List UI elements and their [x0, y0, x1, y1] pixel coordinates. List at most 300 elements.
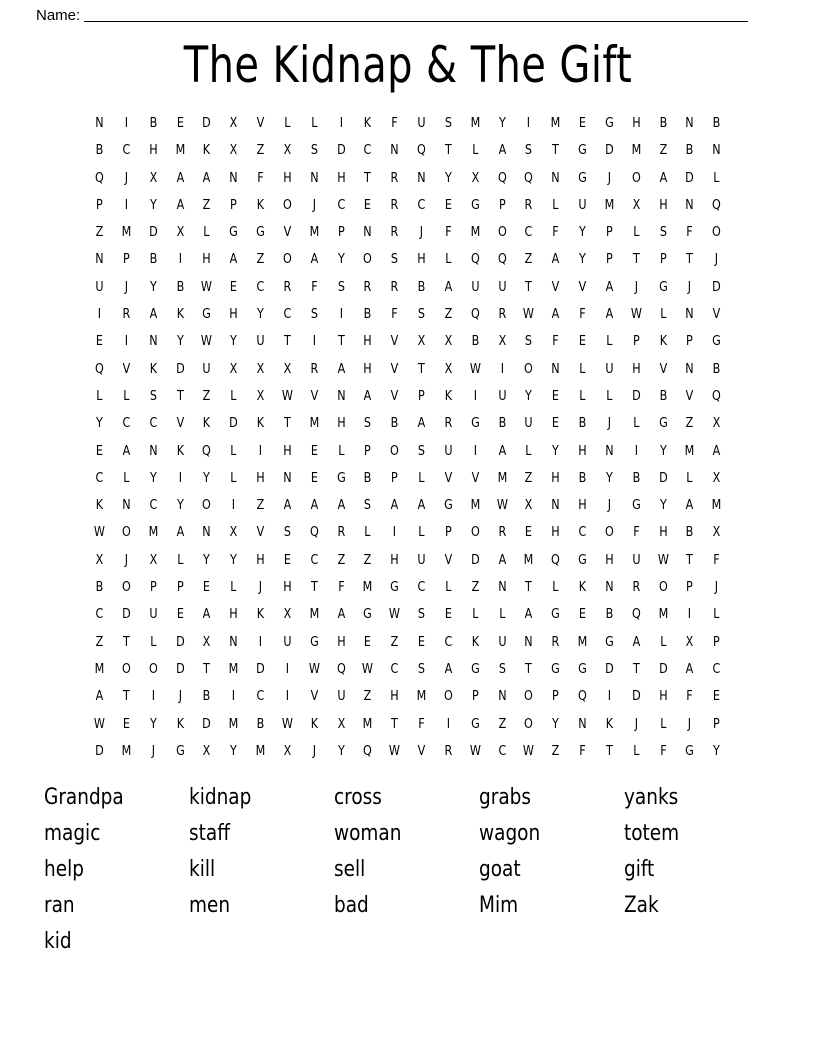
grid-cell[interactable]: X [283, 361, 292, 377]
grid-cell[interactable]: U [524, 416, 533, 432]
grid-cell[interactable]: J [607, 498, 611, 514]
grid-cell[interactable]: M [631, 143, 641, 159]
grid-cell[interactable]: V [444, 552, 453, 568]
grid-cell[interactable]: V [417, 743, 426, 759]
grid-cell[interactable]: X [471, 170, 479, 186]
grid-cell[interactable]: Z [524, 252, 533, 268]
grid-cell[interactable]: Y [578, 225, 586, 241]
grid-cell[interactable]: N [283, 470, 292, 486]
grid-cell[interactable]: U [497, 634, 507, 650]
grid-cell[interactable]: U [631, 552, 641, 568]
grid-cell[interactable]: V [471, 470, 479, 486]
grid-cell[interactable]: B [659, 116, 667, 131]
grid-cell[interactable]: Q [524, 170, 534, 186]
grid-cell[interactable]: G [578, 170, 587, 186]
grid-cell[interactable]: B [149, 252, 157, 268]
word-bank-item[interactable]: Mim [479, 893, 519, 918]
grid-cell[interactable]: F [713, 552, 720, 568]
grid-cell[interactable]: U [417, 116, 426, 131]
grid-cell[interactable]: Q [336, 661, 346, 677]
grid-cell[interactable]: B [176, 279, 184, 295]
grid-cell[interactable]: T [283, 334, 291, 350]
grid-cell[interactable]: H [148, 143, 158, 159]
grid-cell[interactable]: H [336, 170, 346, 186]
grid-cell[interactable]: A [283, 498, 292, 514]
grid-cell[interactable]: G [658, 416, 668, 432]
grid-cell[interactable]: R [390, 225, 399, 241]
grid-cell[interactable]: Z [390, 634, 399, 650]
grid-cell[interactable]: V [390, 334, 399, 350]
grid-cell[interactable]: G [175, 743, 185, 759]
grid-cell[interactable]: D [175, 361, 185, 377]
grid-cell[interactable]: H [605, 552, 614, 568]
grid-cell[interactable]: H [578, 443, 587, 459]
grid-cell[interactable]: Q [470, 252, 480, 268]
grid-cell[interactable]: X [229, 361, 238, 377]
grid-cell[interactable]: J [634, 279, 638, 295]
grid-cell[interactable]: U [95, 279, 104, 295]
grid-cell[interactable]: P [686, 580, 694, 596]
grid-cell[interactable]: L [176, 552, 184, 568]
grid-cell[interactable]: S [659, 225, 667, 241]
grid-cell[interactable]: Y [149, 197, 157, 213]
grid-cell[interactable]: U [336, 689, 346, 705]
grid-cell[interactable]: X [176, 225, 184, 241]
grid-cell[interactable]: T [122, 634, 130, 650]
grid-cell[interactable]: M [309, 225, 319, 241]
grid-cell[interactable]: X [283, 143, 292, 159]
grid-cell[interactable]: M [309, 416, 319, 432]
grid-cell[interactable]: I [97, 307, 102, 323]
grid-cell[interactable]: S [310, 143, 318, 159]
grid-cell[interactable]: M [362, 716, 373, 732]
grid-cell[interactable]: K [256, 197, 265, 213]
grid-cell[interactable]: I [634, 443, 638, 459]
grid-cell[interactable]: T [632, 252, 640, 268]
grid-cell[interactable]: A [202, 170, 211, 186]
grid-cell[interactable]: D [685, 170, 695, 186]
grid-cell[interactable]: Y [337, 252, 345, 268]
grid-cell[interactable]: N [524, 634, 533, 650]
grid-cell[interactable]: L [606, 388, 613, 404]
grid-cell[interactable]: D [202, 716, 212, 732]
grid-cell[interactable]: A [551, 252, 560, 268]
grid-cell[interactable]: V [310, 388, 318, 404]
grid-cell[interactable]: B [417, 279, 426, 295]
grid-cell[interactable]: T [417, 361, 425, 377]
grid-cell[interactable]: G [470, 197, 480, 213]
grid-cell[interactable]: W [630, 307, 642, 323]
grid-cell[interactable]: V [256, 116, 265, 131]
grid-cell[interactable]: X [417, 334, 426, 350]
grid-cell[interactable]: F [686, 225, 693, 241]
grid-cell[interactable]: G [470, 416, 480, 432]
grid-cell[interactable]: U [256, 334, 265, 350]
grid-cell[interactable]: A [176, 197, 184, 213]
grid-cell[interactable]: H [202, 252, 211, 268]
grid-cell[interactable]: L [337, 443, 345, 459]
grid-cell[interactable]: L [230, 580, 237, 596]
grid-cell[interactable]: Y [337, 743, 345, 759]
grid-cell[interactable]: H [417, 252, 426, 268]
grid-cell[interactable]: G [202, 307, 212, 323]
grid-cell[interactable]: L [123, 470, 130, 486]
grid-cell[interactable]: G [229, 225, 238, 241]
grid-cell[interactable]: P [605, 252, 613, 268]
word-bank-item[interactable]: wagon [479, 821, 541, 846]
grid-cell[interactable]: P [230, 197, 237, 213]
grid-cell[interactable]: D [175, 661, 185, 677]
grid-cell[interactable]: P [713, 634, 720, 650]
grid-cell[interactable]: N [551, 361, 560, 377]
grid-cell[interactable]: J [151, 743, 155, 759]
grid-cell[interactable]: H [658, 197, 668, 213]
grid-cell[interactable]: G [256, 225, 265, 241]
grid-cell[interactable]: L [713, 607, 720, 623]
grid-cell[interactable]: C [95, 470, 104, 486]
grid-cell[interactable]: U [417, 552, 426, 568]
grid-cell[interactable]: M [416, 689, 427, 705]
grid-cell[interactable]: U [202, 361, 211, 377]
grid-cell[interactable]: V [390, 388, 399, 404]
grid-cell[interactable]: L [149, 634, 157, 650]
grid-cell[interactable]: K [364, 116, 372, 131]
grid-cell[interactable]: Y [552, 443, 559, 459]
grid-cell[interactable]: D [658, 470, 668, 486]
grid-cell[interactable]: J [124, 279, 128, 295]
grid-cell[interactable]: B [390, 416, 399, 432]
grid-cell[interactable]: E [176, 116, 184, 131]
grid-cell[interactable]: T [605, 743, 613, 759]
grid-cell[interactable]: T [525, 279, 533, 295]
grid-cell[interactable]: P [418, 388, 425, 404]
grid-cell[interactable]: K [95, 498, 104, 514]
grid-cell[interactable]: X [256, 388, 265, 404]
grid-cell[interactable]: E [310, 470, 318, 486]
grid-cell[interactable]: H [336, 634, 346, 650]
word-bank-item[interactable]: Zak [624, 893, 659, 918]
grid-cell[interactable]: H [551, 525, 560, 541]
grid-cell[interactable]: J [258, 580, 263, 596]
grid-cell[interactable]: A [605, 279, 614, 295]
grid-cell[interactable]: I [500, 361, 504, 377]
grid-cell[interactable]: C [122, 143, 131, 159]
grid-cell[interactable]: G [390, 580, 399, 596]
grid-cell[interactable]: L [713, 170, 720, 186]
grid-cell[interactable]: A [176, 170, 184, 186]
grid-cell[interactable]: X [283, 743, 292, 759]
grid-cell[interactable]: U [497, 279, 507, 295]
grid-cell[interactable]: R [551, 634, 560, 650]
grid-cell[interactable]: M [550, 116, 561, 131]
grid-cell[interactable]: Q [497, 252, 507, 268]
grid-cell[interactable]: W [469, 743, 481, 759]
grid-cell[interactable]: K [203, 143, 211, 159]
grid-cell[interactable]: M [121, 225, 132, 241]
grid-cell[interactable]: P [605, 225, 613, 241]
grid-cell[interactable]: H [283, 580, 292, 596]
grid-cell[interactable]: R [122, 307, 131, 323]
grid-cell[interactable]: L [659, 634, 667, 650]
grid-cell[interactable]: M [121, 743, 132, 759]
grid-cell[interactable]: C [498, 743, 506, 759]
grid-cell[interactable]: V [283, 225, 292, 241]
grid-cell[interactable]: J [688, 279, 692, 295]
grid-cell[interactable]: A [337, 361, 345, 377]
grid-cell[interactable]: I [339, 307, 343, 323]
grid-cell[interactable]: B [685, 525, 694, 541]
grid-cell[interactable]: X [444, 361, 453, 377]
grid-cell[interactable]: N [95, 252, 104, 268]
grid-cell[interactable]: Y [578, 252, 586, 268]
grid-cell[interactable]: J [124, 552, 128, 568]
grid-cell[interactable]: C [256, 689, 265, 705]
grid-cell[interactable]: Y [95, 416, 103, 432]
grid-cell[interactable]: O [470, 525, 480, 541]
grid-cell[interactable]: P [498, 197, 506, 213]
grid-cell[interactable]: Q [497, 170, 507, 186]
grid-cell[interactable]: V [390, 361, 399, 377]
grid-cell[interactable]: D [604, 661, 614, 677]
grid-cell[interactable]: O [712, 225, 721, 241]
grid-cell[interactable]: J [178, 689, 182, 705]
grid-cell[interactable]: A [685, 661, 694, 677]
grid-cell[interactable]: V [176, 416, 184, 432]
grid-cell[interactable]: J [714, 580, 719, 596]
grid-cell[interactable]: V [551, 279, 560, 295]
grid-cell[interactable]: L [659, 716, 667, 732]
grid-cell[interactable]: H [336, 416, 346, 432]
grid-cell[interactable]: S [417, 661, 425, 677]
grid-cell[interactable]: T [391, 716, 398, 732]
grid-cell[interactable]: D [95, 743, 104, 759]
grid-cell[interactable]: C [149, 416, 157, 432]
grid-cell[interactable]: M [362, 580, 373, 596]
grid-cell[interactable]: C [712, 661, 721, 677]
grid-cell[interactable]: L [579, 388, 586, 404]
grid-cell[interactable]: W [523, 743, 535, 759]
grid-cell[interactable]: C [283, 307, 292, 323]
grid-cell[interactable]: E [525, 525, 533, 541]
grid-cell[interactable]: G [551, 661, 560, 677]
grid-cell[interactable]: A [417, 416, 426, 432]
grid-cell[interactable]: N [336, 388, 346, 404]
grid-cell[interactable]: Q [551, 552, 560, 568]
grid-cell[interactable]: A [498, 443, 506, 459]
grid-cell[interactable]: Z [202, 388, 211, 404]
grid-cell[interactable]: S [498, 661, 506, 677]
word-bank-item[interactable]: magic [44, 821, 101, 846]
grid-cell[interactable]: X [202, 743, 211, 759]
grid-cell[interactable]: O [524, 361, 534, 377]
grid-cell[interactable]: J [124, 170, 128, 186]
grid-cell[interactable]: E [203, 580, 211, 596]
grid-cell[interactable]: R [444, 743, 453, 759]
grid-cell[interactable]: T [444, 143, 452, 159]
grid-cell[interactable]: E [283, 552, 291, 568]
grid-cell[interactable]: Z [363, 689, 372, 705]
grid-cell[interactable]: T [176, 388, 184, 404]
grid-cell[interactable]: Q [712, 388, 721, 404]
grid-cell[interactable]: L [284, 116, 291, 131]
grid-cell[interactable]: P [659, 252, 667, 268]
grid-cell[interactable]: X [283, 607, 292, 623]
grid-cell[interactable]: G [578, 143, 587, 159]
grid-cell[interactable]: J [634, 716, 638, 732]
grid-cell[interactable]: Y [525, 388, 533, 404]
grid-cell[interactable]: N [685, 116, 694, 131]
grid-cell[interactable]: N [363, 225, 372, 241]
grid-cell[interactable]: H [283, 170, 292, 186]
grid-cell[interactable]: G [712, 334, 721, 350]
name-input-line[interactable] [84, 21, 748, 22]
grid-cell[interactable]: E [578, 116, 586, 131]
grid-cell[interactable]: B [605, 607, 614, 623]
grid-cell[interactable]: L [310, 116, 318, 131]
grid-cell[interactable]: I [124, 197, 128, 213]
grid-cell[interactable]: R [444, 416, 453, 432]
grid-cell[interactable]: H [578, 498, 587, 514]
grid-cell[interactable]: M [470, 116, 480, 131]
grid-cell[interactable]: H [229, 607, 238, 623]
grid-cell[interactable]: G [578, 661, 587, 677]
grid-cell[interactable]: L [445, 252, 452, 268]
grid-cell[interactable]: V [659, 361, 667, 377]
grid-cell[interactable]: N [605, 580, 614, 596]
grid-cell[interactable]: M [175, 143, 185, 159]
grid-cell[interactable]: R [310, 361, 318, 377]
grid-cell[interactable]: D [712, 279, 721, 295]
grid-cell[interactable]: Z [685, 416, 694, 432]
grid-cell[interactable]: A [444, 661, 453, 677]
grid-cell[interactable]: O [390, 443, 399, 459]
grid-cell[interactable]: A [685, 498, 694, 514]
grid-cell[interactable]: M [94, 661, 105, 677]
grid-cell[interactable]: N [122, 498, 131, 514]
grid-cell[interactable]: J [607, 416, 611, 432]
grid-cell[interactable]: I [231, 498, 236, 514]
grid-cell[interactable]: L [418, 525, 425, 541]
grid-cell[interactable]: F [445, 225, 452, 241]
grid-cell[interactable]: L [445, 580, 452, 596]
grid-cell[interactable]: Y [444, 170, 452, 186]
grid-cell[interactable]: O [148, 661, 158, 677]
grid-cell[interactable]: U [283, 634, 292, 650]
grid-cell[interactable]: L [471, 143, 479, 159]
grid-cell[interactable]: M [497, 470, 507, 486]
grid-cell[interactable]: Y [203, 470, 211, 486]
grid-cell[interactable]: P [444, 525, 452, 541]
grid-cell[interactable]: L [123, 388, 130, 404]
grid-cell[interactable]: U [578, 197, 587, 213]
grid-cell[interactable]: N [309, 170, 319, 186]
grid-cell[interactable]: F [391, 307, 398, 323]
grid-cell[interactable]: E [364, 197, 372, 213]
grid-cell[interactable]: E [364, 634, 372, 650]
grid-cell[interactable]: R [390, 170, 399, 186]
grid-cell[interactable]: G [604, 634, 614, 650]
grid-cell[interactable]: A [551, 307, 560, 323]
grid-cell[interactable]: T [203, 661, 211, 677]
grid-cell[interactable]: F [310, 279, 318, 295]
grid-cell[interactable]: Z [524, 470, 533, 486]
grid-cell[interactable]: T [525, 661, 533, 677]
grid-cell[interactable]: A [659, 170, 667, 186]
grid-cell[interactable]: P [713, 716, 720, 732]
grid-cell[interactable]: C [417, 197, 426, 213]
grid-cell[interactable]: M [148, 525, 158, 541]
grid-cell[interactable]: K [203, 416, 211, 432]
grid-cell[interactable]: A [498, 143, 506, 159]
grid-cell[interactable]: E [95, 443, 103, 459]
grid-cell[interactable]: O [631, 170, 641, 186]
grid-cell[interactable]: L [364, 525, 371, 541]
grid-cell[interactable]: L [632, 416, 640, 432]
grid-cell[interactable]: C [524, 225, 533, 241]
grid-cell[interactable]: D [121, 607, 131, 623]
word-bank-item[interactable]: sell [334, 857, 366, 882]
grid-cell[interactable]: I [285, 689, 289, 705]
grid-cell[interactable]: M [309, 607, 319, 623]
grid-cell[interactable]: X [256, 361, 265, 377]
grid-cell[interactable]: V [712, 307, 721, 323]
grid-cell[interactable]: M [711, 498, 722, 514]
grid-cell[interactable]: N [551, 170, 560, 186]
grid-cell[interactable]: T [686, 252, 694, 268]
grid-cell[interactable]: H [390, 689, 399, 705]
grid-cell[interactable]: B [471, 334, 479, 350]
grid-cell[interactable]: J [688, 716, 692, 732]
grid-cell[interactable]: T [337, 334, 345, 350]
grid-cell[interactable]: G [604, 116, 614, 131]
grid-cell[interactable]: W [389, 743, 401, 759]
grid-cell[interactable]: H [631, 116, 641, 131]
grid-cell[interactable]: I [178, 252, 182, 268]
grid-cell[interactable]: C [578, 525, 587, 541]
grid-cell[interactable]: R [390, 279, 399, 295]
grid-cell[interactable]: Q [309, 525, 319, 541]
grid-cell[interactable]: A [444, 279, 453, 295]
grid-cell[interactable]: C [149, 498, 157, 514]
grid-cell[interactable]: K [176, 716, 184, 732]
grid-cell[interactable]: V [444, 470, 453, 486]
grid-cell[interactable]: R [390, 197, 399, 213]
grid-cell[interactable]: Z [95, 225, 104, 241]
grid-cell[interactable]: K [256, 416, 265, 432]
grid-cell[interactable]: B [578, 416, 587, 432]
grid-cell[interactable]: F [579, 743, 586, 759]
grid-cell[interactable]: W [496, 498, 508, 514]
grid-cell[interactable]: J [714, 252, 719, 268]
grid-cell[interactable]: F [552, 225, 559, 241]
word-bank-item[interactable]: kid [44, 929, 72, 954]
grid-cell[interactable]: N [497, 689, 507, 705]
grid-cell[interactable]: B [363, 307, 372, 323]
grid-cell[interactable]: I [312, 334, 316, 350]
grid-cell[interactable]: D [256, 661, 265, 677]
grid-cell[interactable]: E [444, 607, 452, 623]
grid-cell[interactable]: K [605, 716, 613, 732]
grid-cell[interactable]: S [337, 279, 345, 295]
grid-cell[interactable]: D [658, 661, 668, 677]
grid-cell[interactable]: S [364, 416, 372, 432]
grid-cell[interactable]: B [363, 470, 372, 486]
grid-cell[interactable]: X [712, 525, 721, 541]
grid-cell[interactable]: X [229, 116, 238, 131]
grid-cell[interactable]: Q [95, 170, 104, 186]
grid-cell[interactable]: G [309, 634, 319, 650]
grid-cell[interactable]: R [337, 525, 345, 541]
